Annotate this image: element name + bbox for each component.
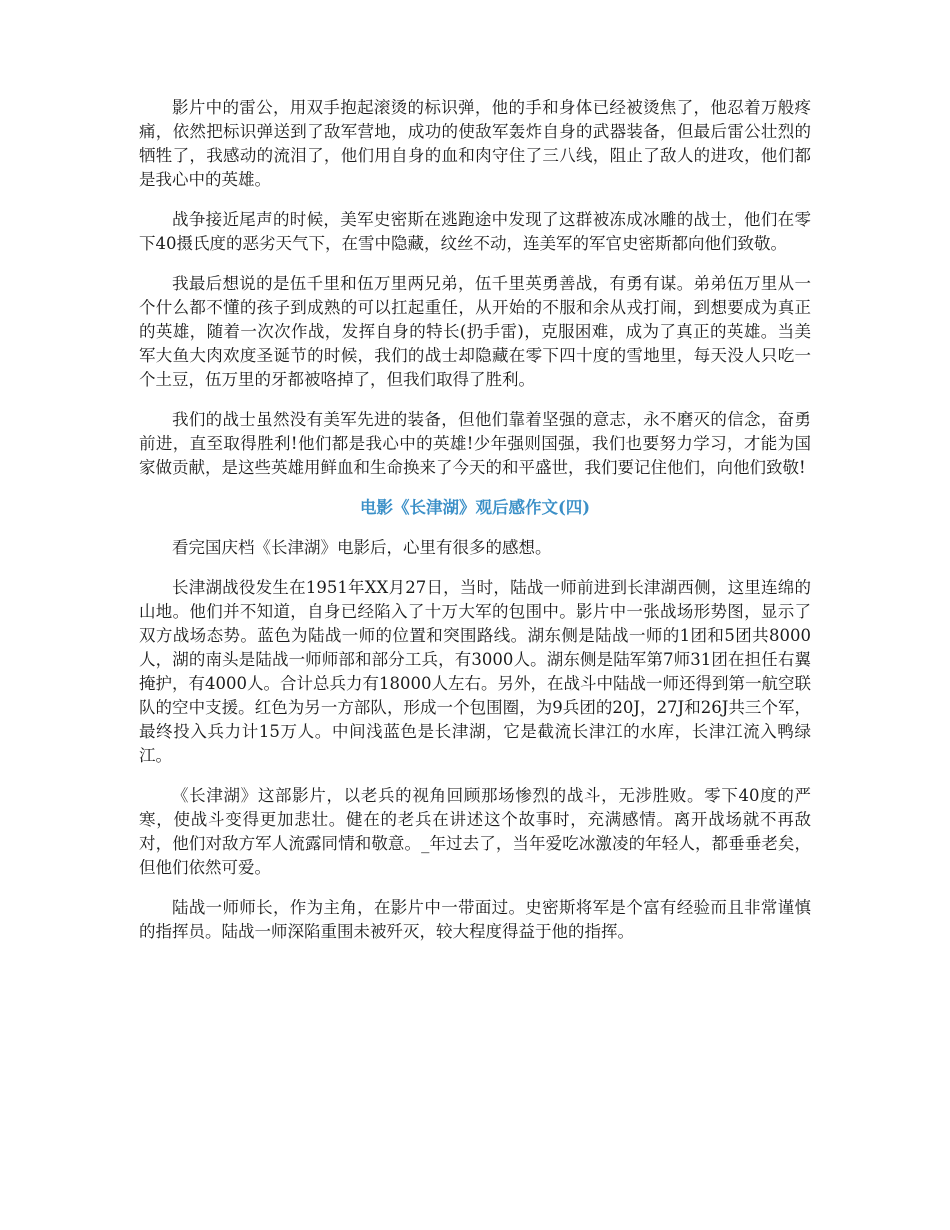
paragraph: 战争接近尾声的时候，美军史密斯在逃跑途中发现了这群被冻成冰雕的战士，他们在零下40摄氏度的恶劣天气下，在雪中隐藏，纹丝不动，连美军的军官史密斯都向他们致敬。 xyxy=(139,210,811,253)
paragraph: 长津湖战役发生在1951年XX月27日，当时，陆战一师前进到长津湖西侧，这里连绵的山地。他们并不知道，自身已经陷入了十万大军的包围中。影片中一张战场形势图，显示了双方战场态势。蓝色为陆战一师的位置和突围路线。湖东侧是陆战一师的1团和5团共8000人，湖的南头是陆战一师师部和部分工兵，有3000人。湖东侧是陆军第7师31团在担任右翼掩护，有4000人。合计总兵力有18000人左右。另外，在战斗中陆战一师还得到第一航空联队的空中支援。红色为另一方部队，形成一个包围圈，为9兵团的20J，27J和26J共三个军，最终投入兵力计15万人。中间浅蓝色是长津湖，它是截流长津江的水库，长津江流入鸭绿江。 xyxy=(139,578,811,765)
paragraph: 我们的战士虽然没有美军先进的装备，但他们靠着坚强的意志，永不磨灭的信念，奋勇前进，直至取得胜利!他们都是我心中的英雄!少年强则国强，我们也要努力学习，才能为国家做贡献，是这些英雄用鲜血和生命换来了今天的和平盛世，我们要记住他们，向他们致敬! xyxy=(139,410,811,477)
paragraph: 影片中的雷公，用双手抱起滚烫的标识弹，他的手和身体已经被烫焦了，他忍着万般疼痛，依然把标识弹送到了敌军营地，成功的使敌军轰炸自身的武器装备，但最后雷公壮烈的牺牲了，我感动的流泪了，他们用自身的血和肉守住了三八线，阻止了敌人的进攻，他们都是我心中的英雄。 xyxy=(139,98,811,189)
section-heading: 电影《长津湖》观后感作文(四) xyxy=(359,498,591,517)
paragraph: 陆战一师师长，作为主角，在影片中一带面过。史密斯将军是个富有经验而且非常谨慎的指挥员。陆战一师深陷重围未被歼灭，较大程度得益于他的指挥。 xyxy=(139,898,811,941)
paragraph: 《长津湖》这部影片，以老兵的视角回顾那场惨烈的战斗，无涉胜败。零下40度的严寒，使战斗变得更加悲壮。健在的老兵在讲述这个故事时，充满感情。离开战场就不再敌对，他们对敌方军人流露同情和敬意。_年过去了，当年爱吃冰激凌的年轻人，都垂垂老矣，但他们依然可爱。 xyxy=(139,786,811,877)
paragraph: 我最后想说的是伍千里和伍万里两兄弟，伍千里英勇善战，有勇有谋。弟弟伍万里从一个什么都不懂的孩子到成熟的可以扛起重任，从开始的不服和余从戎打闹，到想要成为真正的英雄，随着一次次作战，发挥自身的特长(扔手雷)，克服困难，成为了真正的英雄。当美军大鱼大肉欢度圣诞节的时候，我们的战士却隐藏在零下四十度的雪地里，每天没人只吃一个土豆，伍万里的牙都被咯掉了，但我们取得了胜利。 xyxy=(139,274,811,389)
document-body xyxy=(139,96,811,960)
paragraph: 看完国庆档《长津湖》电影后，心里有很多的感想。 xyxy=(172,538,552,557)
